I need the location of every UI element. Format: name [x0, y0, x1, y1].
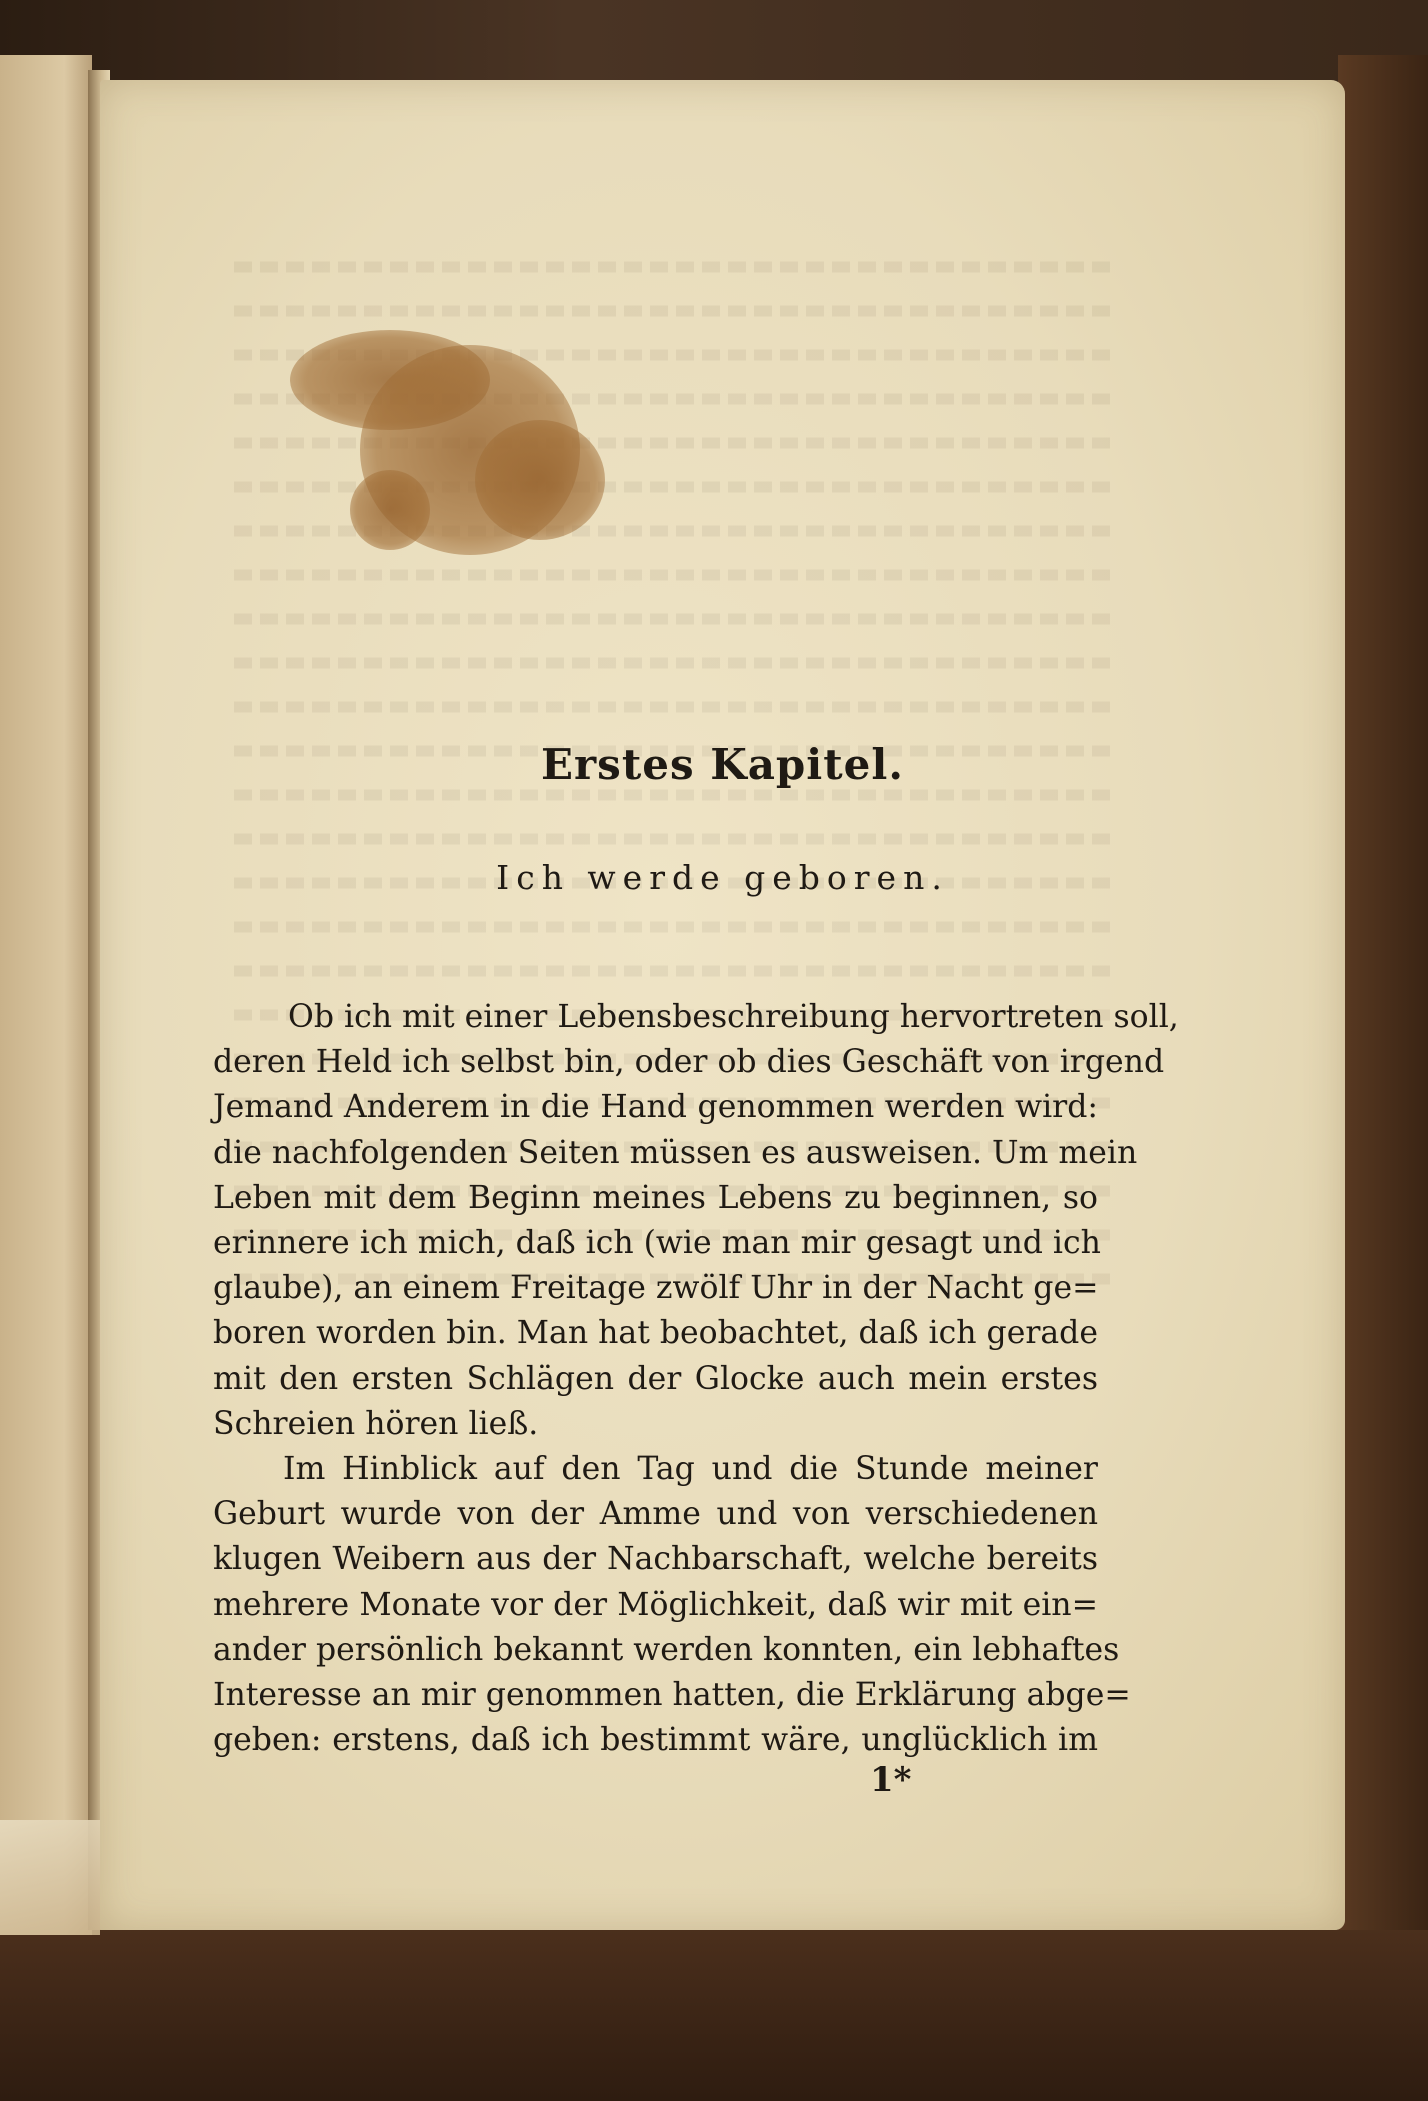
torn-paper-corner — [0, 1820, 100, 1935]
text-line: mehrere Monate vor der Möglichkeit, daß wir mit ein= — [213, 1586, 1098, 1623]
text-line: boren worden bin. Man hat beobachtet, daß ich gerade — [213, 1315, 1098, 1352]
book-cover-edge-right — [1338, 55, 1428, 1955]
text-line: Im Hinblick auf den Tag und die Stunde meiner — [283, 1451, 1098, 1488]
text-line: mit den ersten Schlägen der Glocke auch mein erstes — [213, 1360, 1098, 1397]
text-line: Ob ich mit einer Lebensbeschreibung hervortreten soll, — [288, 999, 1179, 1035]
text-line: Schreien hören ließ. — [213, 1405, 539, 1442]
text-line: Leben mit dem Beginn meines Lebens zu beginnen, so — [213, 1179, 1098, 1216]
text-line: erinnere ich mich, daß ich (wie man mir gesagt und ich — [213, 1225, 1101, 1262]
text-line: klugen Weibern aus der Nachbarschaft, welche bereits — [213, 1541, 1098, 1578]
text-line: die nachfolgenden Seiten müssen es ausweisen. Um mein — [213, 1134, 1138, 1171]
text-line: ander persönlich bekannt werden konnten, ein lebhaftes — [213, 1631, 1120, 1668]
text-line: Interesse an mir genommen hatten, die Erklärung abge= — [213, 1677, 1131, 1714]
text-line: Jemand Anderem in die Hand genommen werden wird: — [213, 1089, 1098, 1126]
text-line: Geburt wurde von der Amme und von verschiedenen — [213, 1496, 1098, 1533]
signature-mark: 1* — [870, 1760, 912, 1800]
text-line: deren Held ich selbst bin, oder ob dies Geschäft von irgend — [213, 1044, 1165, 1081]
facing-page-edge — [0, 55, 92, 1935]
water-stain — [475, 420, 605, 540]
chapter-title: Erstes Kapitel. — [541, 740, 904, 789]
chapter-subtitle: Ich werde geboren. — [496, 858, 949, 897]
paragraph — [213, 1447, 1131, 1763]
text-line: glaube), an einem Freitage zwölf Uhr in der Nacht ge= — [213, 1270, 1099, 1307]
body-text — [213, 995, 1179, 1763]
water-stain — [350, 470, 430, 550]
text-line: geben: erstens, daß ich bestimmt wäre, unglücklich im — [213, 1722, 1098, 1759]
paragraph — [213, 995, 1179, 1447]
book-cover-edge-bottom — [0, 1930, 1428, 2101]
